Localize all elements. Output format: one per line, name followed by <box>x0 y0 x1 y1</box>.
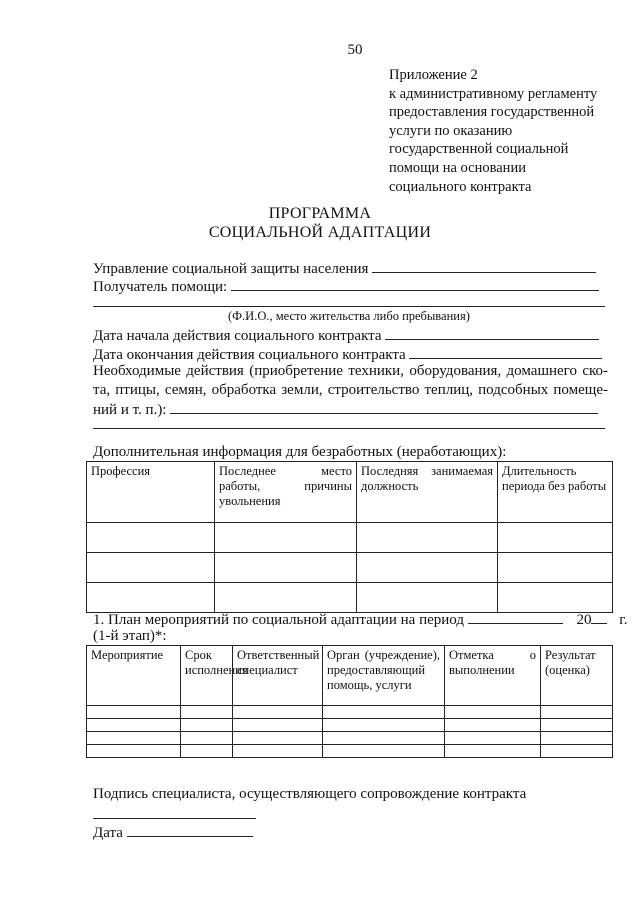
plan-heading-prefix: 1. План мероприятий по социальной адаптации на период <box>93 612 464 628</box>
table-cell[interactable] <box>87 719 181 732</box>
date-field[interactable] <box>127 822 253 837</box>
doc-title: ПРОГРАММА <box>268 205 372 222</box>
table-cell[interactable] <box>233 706 323 719</box>
table-cell[interactable] <box>181 706 233 719</box>
table-cell[interactable] <box>215 583 357 613</box>
end-date-field[interactable] <box>409 344 602 359</box>
table-cell[interactable] <box>541 719 613 732</box>
table-cell[interactable] <box>445 745 541 758</box>
department-label: Управление социальной защиты населения <box>93 261 369 277</box>
signature-field[interactable] <box>93 818 256 819</box>
annex-line: Приложение 2 <box>389 67 478 83</box>
table-cell[interactable] <box>498 583 613 613</box>
table-cell[interactable] <box>357 583 498 613</box>
table-cell[interactable] <box>215 523 357 553</box>
annex-block <box>389 66 629 196</box>
col-header: Длительность периода без работы <box>498 462 613 523</box>
table-row <box>87 732 613 745</box>
signature-label: Подпись специалиста, осуществляющего сопровождение контракта <box>93 786 527 802</box>
page-number: 50 <box>347 42 363 58</box>
date-row <box>93 822 253 842</box>
fio-field[interactable] <box>93 306 605 307</box>
plan-year-suffix: г. <box>619 612 628 628</box>
start-date-row <box>93 325 599 345</box>
fio-caption: (Ф.И.О., место жительства либо пребывания) <box>228 309 470 323</box>
col-header: Срок исполнения <box>181 646 233 706</box>
annex-line: к административному регламенту <box>389 85 598 102</box>
table-row <box>87 706 613 719</box>
actions-field[interactable] <box>170 399 598 414</box>
table-cell[interactable] <box>541 706 613 719</box>
table-cell[interactable] <box>87 553 215 583</box>
recipient-field[interactable] <box>231 276 599 291</box>
table-cell[interactable] <box>357 523 498 553</box>
col-header: Последнее место работы, причины увольнения <box>215 462 357 523</box>
table-row <box>87 745 613 758</box>
table-cell[interactable] <box>445 719 541 732</box>
table-cell[interactable] <box>233 745 323 758</box>
table-row <box>87 523 613 553</box>
table-cell[interactable] <box>445 732 541 745</box>
table-cell[interactable] <box>541 732 613 745</box>
table-cell[interactable] <box>541 745 613 758</box>
date-label: Дата <box>93 825 123 841</box>
annex-line: помощи на основании <box>389 159 526 176</box>
col-header: Профессия <box>87 462 215 523</box>
table-cell[interactable] <box>445 706 541 719</box>
annex-line: государственной социальной <box>389 141 569 158</box>
table-cell[interactable] <box>498 553 613 583</box>
recipient-row <box>93 276 599 296</box>
table-cell[interactable] <box>87 732 181 745</box>
table-cell[interactable] <box>87 583 215 613</box>
plan-heading <box>93 609 627 629</box>
doc-subtitle: СОЦИАЛЬНОЙ АДАПТАЦИИ <box>208 224 432 241</box>
plan-year-field[interactable] <box>591 609 607 624</box>
plan-year-label: 20 <box>576 612 592 628</box>
actions-row <box>93 399 598 419</box>
end-date-row <box>93 344 602 364</box>
table-cell[interactable] <box>181 745 233 758</box>
recipient-label: Получатель помощи: <box>93 279 228 295</box>
col-header: Орган (учреждение), предоставляющий помощь, услуги <box>323 646 445 706</box>
table-cell[interactable] <box>233 732 323 745</box>
table-row <box>87 583 613 613</box>
actions-label: ний и т. п.): <box>93 402 167 418</box>
annex-line: предоставления государственной <box>389 104 595 121</box>
actions-line: Необходимые действия (приобретение техники, оборудования, домашнего ско- <box>93 363 608 379</box>
table-cell[interactable] <box>181 732 233 745</box>
table-row <box>87 719 613 732</box>
table-cell[interactable] <box>323 745 445 758</box>
table-cell[interactable] <box>323 719 445 732</box>
table-cell[interactable] <box>323 732 445 745</box>
actions-line: та, птицы, семян, обработка земли, строительство теплиц, подсобных помеще- <box>93 382 608 398</box>
unemployed-table <box>86 461 613 613</box>
col-header: Мероприятие <box>87 646 181 706</box>
table-cell[interactable] <box>87 706 181 719</box>
department-row <box>93 258 596 278</box>
table-cell[interactable] <box>87 523 215 553</box>
plan-stage: (1-й этап)*: <box>93 628 167 644</box>
table-cell[interactable] <box>357 553 498 583</box>
table-cell[interactable] <box>498 523 613 553</box>
actions-field-2[interactable] <box>93 428 605 429</box>
plan-table <box>86 645 613 758</box>
table-cell[interactable] <box>323 706 445 719</box>
department-field[interactable] <box>372 258 596 273</box>
annex-line: социального контракта <box>389 178 532 195</box>
col-header: Результат (оценка) <box>541 646 613 706</box>
table-cell[interactable] <box>87 745 181 758</box>
start-date-label: Дата начала действия социального контракта <box>93 328 382 344</box>
table-cell[interactable] <box>233 719 323 732</box>
col-header: Отметка о выполнении <box>445 646 541 706</box>
unemployed-heading: Дополнительная информация для безработных (неработающих): <box>93 444 507 460</box>
table-row <box>87 553 613 583</box>
plan-period-field[interactable] <box>468 609 563 624</box>
col-header: Ответственный специалист <box>233 646 323 706</box>
col-header: Последняя занимаемая должность <box>357 462 498 523</box>
annex-line: услуги по оказанию <box>389 122 513 139</box>
table-cell[interactable] <box>215 553 357 583</box>
table-cell[interactable] <box>181 719 233 732</box>
end-date-label: Дата окончания действия социального контракта <box>93 347 406 363</box>
actions-text <box>93 362 608 400</box>
start-date-field[interactable] <box>385 325 599 340</box>
